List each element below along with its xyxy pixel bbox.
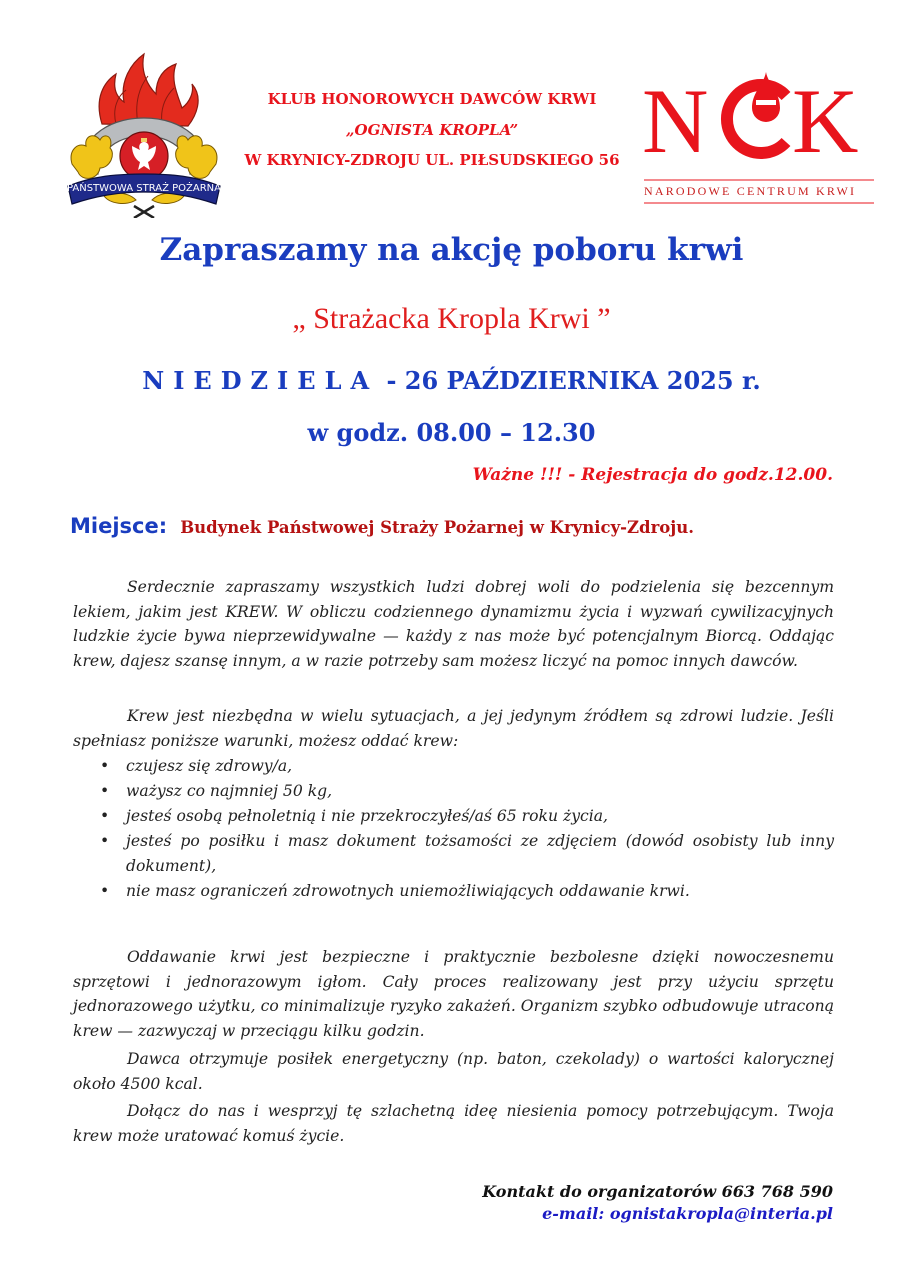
contact-phone: Kontakt do organizatorów 663 768 590 <box>482 1182 833 1201</box>
bullet-icon: • <box>100 832 110 850</box>
paragraph-text: Dawca otrzymuje posiłek energetyczny (np. baton, czekolady) o wartości kalorycznej około 4500 kcal. <box>73 1050 834 1093</box>
list-item <box>94 804 834 829</box>
paragraph-text: Dołącz do nas i wesprzyj tę szlachetną ideę niesienia pomocy potrzebującym. Twoja krew może uratować komuś życie. <box>73 1102 834 1145</box>
contact-email-link[interactable]: e-mail: ognistakropla@interia.pl <box>542 1204 833 1223</box>
place-value: Budynek Państwowej Straży Pożarnej w Krynicy-Zdroju. <box>180 518 695 537</box>
club-address: W KRYNICY-ZDROJU UL. PIŁSUDSKIEGO 56 <box>244 151 620 169</box>
event-date-value: 26 PAŹDZIERNIKA 2025 r. <box>404 366 761 395</box>
event-place <box>70 514 694 538</box>
invitation-title: Zapraszamy na akcję poboru krwi <box>159 232 744 268</box>
nck-letter-n: N <box>642 70 709 172</box>
meal-paragraph <box>73 1047 834 1096</box>
list-item-text: jesteś po posiłku i masz dokument tożsamości ze zdjęciem (dowód osobisty lub inny dokument), <box>126 832 834 875</box>
action-name: „ Strażacka Kropla Krwi ” <box>292 302 611 335</box>
bullet-icon: • <box>100 757 110 775</box>
list-item <box>94 779 834 804</box>
club-name-line: KLUB HONOROWYCH DAWCÓW KRWI <box>267 90 597 108</box>
event-hours: w godz. 08.00 – 12.30 <box>307 418 596 447</box>
intro-paragraph <box>73 575 834 673</box>
bullet-icon: • <box>100 881 110 900</box>
bullet-icon: • <box>100 782 110 800</box>
list-item <box>94 829 834 878</box>
requirements-list <box>94 754 834 904</box>
list-item-text: czujesz się zdrowy/a, <box>126 757 293 775</box>
requirements-intro <box>73 704 834 753</box>
event-day: NIEDZIELA <box>142 366 379 395</box>
date-separator: - <box>386 366 397 395</box>
list-item-text: nie masz ograniczeń zdrowotnych uniemożliwiających oddawanie krwi. <box>126 881 690 900</box>
paragraph-text: Krew jest niezbędna w wielu sytuacjach, a jej jedynym źródłem są zdrowi ludzie. Jeśli spełniasz poniższe warunki, możesz oddać krew: <box>73 707 834 750</box>
place-label: Miejsce: <box>70 514 168 538</box>
list-item-text: ważysz co najmniej 50 kg, <box>126 782 333 800</box>
club-nickname: „OGNISTA KROPLA” <box>345 121 519 139</box>
closing-paragraph <box>73 1099 834 1148</box>
nck-letter-k: K <box>792 70 859 172</box>
blood-drop-icon <box>727 72 786 153</box>
list-item-text: jesteś osobą pełnoletnią i nie przekroczyłeś/aś 65 roku życia, <box>126 807 608 825</box>
psp-emblem-logo <box>64 46 224 218</box>
event-date <box>0 366 903 395</box>
safety-paragraph <box>73 945 834 1043</box>
nck-logo <box>640 66 880 206</box>
nck-caption: NARODOWE CENTRUM KRWI <box>644 184 857 198</box>
flame-icon <box>99 54 198 126</box>
banner-text: PAŃSTWOWA STRAŻ POŻARNA <box>66 183 222 194</box>
registration-notice: Ważne !!! - Rejestracja do godz.12.00. <box>472 465 833 485</box>
list-item <box>94 879 834 904</box>
paragraph-text: Oddawanie krwi jest bezpieczne i praktycznie bezbolesne dzięki nowoczesnemu sprzętowi i jednorazowym igłom. Cały proces realizowany jest przy użyciu sprzętu jednorazowego użytku, co minimalizuje ryzyko zakażeń. Organizm szybko odbudowuje utraconą krew — zazwyczaj w przeciągu kilku godzin. <box>73 948 834 1040</box>
paragraph-text: Serdecznie zapraszamy wszystkich ludzi dobrej woli do podzielenia się bezcennym lekiem, jakim jest KREW. W obliczu codziennego dynamizmu życia i wyzwań cywilizacyjnych ludzkie życie bywa nieprzewidywalne — każdy z nas może być potencjalnym Biorcą. Oddając krew, dajesz szansę innym, a w razie potrzeby sam możesz liczyć na pomoc innych dawców. <box>73 578 834 670</box>
bullet-icon: • <box>100 807 110 825</box>
list-item <box>94 754 834 779</box>
